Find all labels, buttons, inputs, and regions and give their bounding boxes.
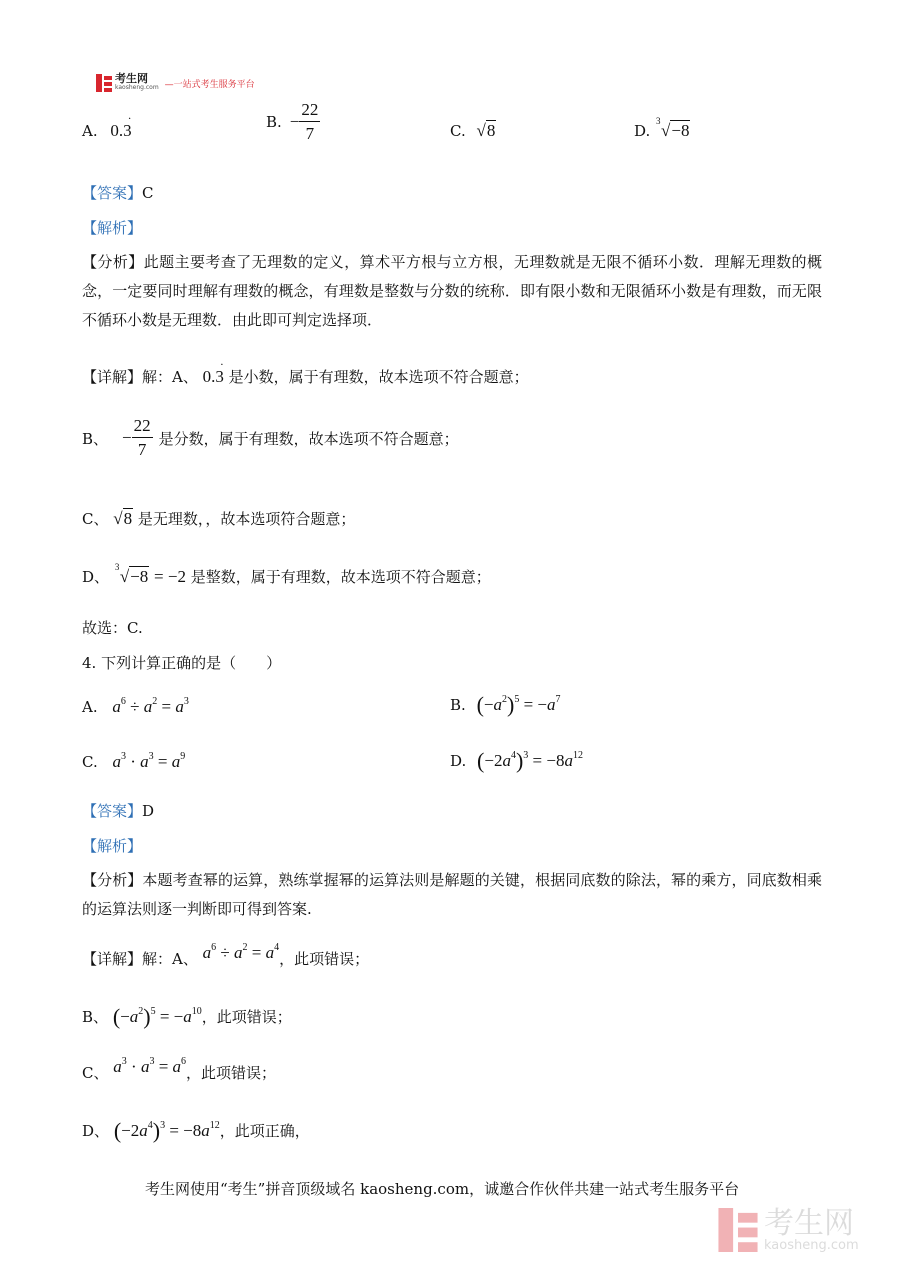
q3-option-c: C. √8	[450, 121, 496, 140]
q3-analysis-heading: 【解析】	[82, 219, 143, 237]
q4-option-d: D. $(-2a^4)^3 = -8a^{12}$	[450, 748, 583, 773]
logo-domain: kaosheng.com	[115, 84, 159, 91]
watermark-name: 考生网	[764, 1206, 854, 1241]
q3-option-b: B. − $\frac{22}{7}$	[266, 100, 319, 143]
header-logo[interactable]	[96, 72, 255, 94]
repeating-dot: ·	[127, 111, 132, 125]
q3-option-d: D. 3 √−8	[634, 116, 690, 140]
q4-option-c: C. $a^3 \cdot a^3 = a^9$	[82, 751, 186, 771]
q4-analysis-heading: 【解析】	[82, 837, 143, 855]
q4-detail-d: D、 $(-2a^4)^3 = -8a^{12}$，此项正确，	[82, 1118, 310, 1143]
watermark-domain: kaosheng.com	[764, 1238, 859, 1253]
kaosheng-logo-icon	[96, 74, 112, 92]
q4-option-b: B. $(-a^2)^5 = -a^7$	[450, 692, 561, 717]
logo-name: 考生网	[115, 72, 148, 85]
q3-detail-c: C、 √8 是无理数，，故本选项符合题意；	[82, 509, 356, 528]
kaosheng-watermark-icon	[718, 1208, 758, 1252]
footer-watermark	[718, 1208, 859, 1252]
q4-option-a: A. $a^6 \div a^2 = a^3$	[82, 696, 189, 716]
q3-fenxi: 【分析】此题主要考查了无理数的定义，算术平方根与立方根，无理数就是无限不循环小数．理解无理数的概念，一定要同时理解有理数的概念，有理数是整数与分数的统称．即有限小数和无限循环小数是有理数，而无限不循环小数是无理数．由此即可判定选择项．	[82, 253, 822, 329]
q4-detail-c: C、 $a^3 \cdot a^3 = a^6$，此项错误；	[82, 1056, 277, 1082]
q4-detail-b: B、 $(-a^2)^5 = -a^{10}$，此项错误；	[82, 1004, 292, 1029]
q3-option-a: A. 0.3 ·	[82, 111, 132, 140]
q4-fenxi: 【分析】本题考查幂的运算，熟练掌握幂的运算法则是解题的关键，根据同底数的除法，幂的乘方，同底数相乘的运算法则逐一判断即可得到答案.	[82, 871, 822, 918]
q3-detail-d: D、 3 √−8 = −2 是整数，属于有理数，故本选项不符合题意；	[82, 562, 491, 586]
q3-detail-b: B、 − $\frac{22}{7}$ 是分数，属于有理数，故本选项不符合题意；	[82, 416, 459, 459]
footer-note: 考生网使用“考生”拼音顶级域名 kaosheng.com，诚邀合作伙伴共建一站式考生服务平台	[145, 1180, 740, 1198]
q3-detail-a: 【详解】解：A、 0.3 · 是小数，属于有理数，故本选项不符合题意；	[82, 357, 529, 386]
q4-answer: 【答案】D	[82, 802, 155, 820]
q3-answer: 【答案】C	[82, 184, 154, 202]
q4-stem: 4. 下列计算正确的是（ ）	[82, 654, 282, 672]
q4-detail-a: 【详解】解：A、 $a^6 \div a^2 = a^4$，此项错误；	[82, 942, 370, 968]
q3-conclusion: 故选：C.	[82, 619, 143, 637]
q3-a-value: 0.3	[110, 121, 132, 140]
header-slogan: —一站式考生服务平台	[164, 79, 255, 90]
